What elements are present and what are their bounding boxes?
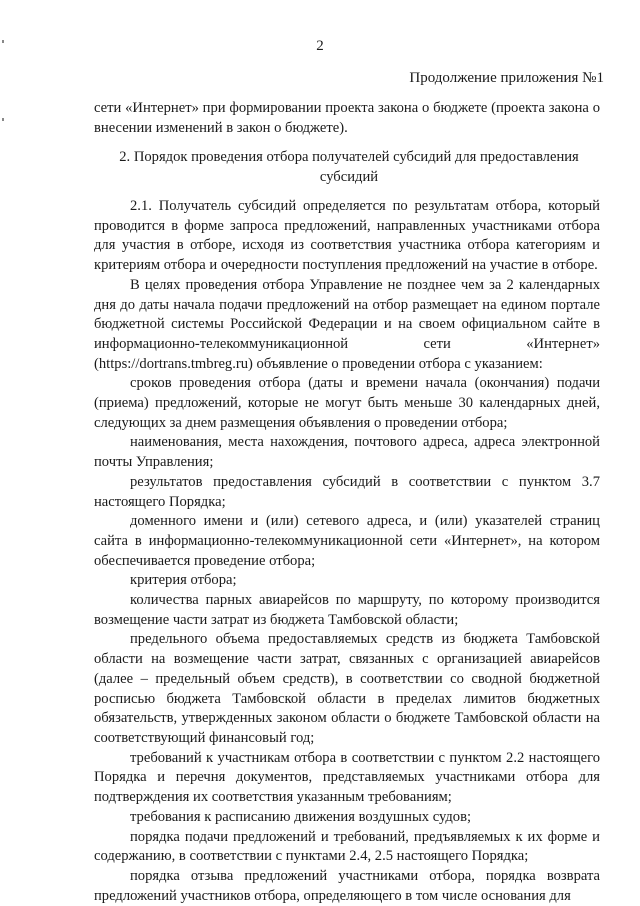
paragraph: сроков проведения отбора (даты и времени начала (окончания) подачи (приема) предложений, которые не могут быть меньше 30 календарных дней, следующих за днем размещения объявления о проведении отбора; <box>94 375 600 431</box>
paragraph: порядка подачи предложений и требований, предъявляемых к их форме и содержанию, в соответствии с пунктами 2.4, 2.5 настоящего Порядка; <box>94 828 600 865</box>
paragraph: доменного имени и (или) сетевого адреса, и (или) указателей страниц сайта в информационно-телекоммуникационной сети «Интернет», на котором обеспечивается проведение отбора; <box>94 513 600 569</box>
paragraph: В целях проведения отбора Управление не позднее чем за 2 календарных дня до даты начала подачи предложений на отбор размещает на едином портале бюджетной системы Российской Федерации и на своем официальном сайте в информационно-телекоммуникационной сети «Интернет» (https://dortrans.tmbreg.ru) объявление о проведении отбора с указанием: <box>94 276 600 372</box>
paragraph: 2.1. Получатель субсидий определяется по результатам отбора, который проводится в форме запроса предложений, направленных участниками отбора для участия в отборе, исходя из соответствия участника отбора категориям и критериям отбора и очередности поступления предложений на участие в отборе. <box>94 198 600 274</box>
section-heading: 2. Порядок проведения отбора получателей субсидий для предоставления субсидий <box>119 149 579 185</box>
paragraph: порядка отзыва предложений участниками отбора, порядка возврата предложений участников отбора, определяющего в том числе основания для <box>94 867 600 904</box>
page-number: 2 <box>316 38 324 54</box>
paragraph: наименования, места нахождения, почтового адреса, адреса электронной почты Управления; <box>94 434 600 471</box>
paragraph: результатов предоставления субсидий в соответствии с пунктом 3.7 настоящего Порядка; <box>94 473 600 510</box>
section-body <box>94 197 600 906</box>
appendix-continuation-note: Продолжение приложения №1 <box>409 70 604 86</box>
paragraph: требований к участникам отбора в соответствии с пунктом 2.2 настоящего Порядка и перечня документов, представляемых участниками отбора для подтверждения их соответствия указанным требованиям; <box>94 749 600 806</box>
paragraph: требования к расписанию движения воздушных судов; <box>130 808 472 825</box>
paragraph: критерия отбора; <box>130 572 237 589</box>
intro-paragraph: сети «Интернет» при формировании проекта закона о бюджете (проекта закона о внесении изменений в закон о бюджете). <box>94 100 600 136</box>
scan-edge-mark <box>2 118 4 121</box>
paragraph: количества парных авиарейсов по маршруту, по которому производится возмещение части затрат из бюджета Тамбовской области; <box>94 592 600 628</box>
paragraph: предельного объема предоставляемых средств из бюджета Тамбовской области на возмещение части затрат, связанных с организацией авиарейсов (далее – предельный объем средств), в соответствии со сводной бюджетной росписью бюджета Тамбовской области в пределах лимитов бюджетных обязательств, утвержденных законом области о бюджете Тамбовской области на соответствующий финансовый год; <box>94 631 600 746</box>
